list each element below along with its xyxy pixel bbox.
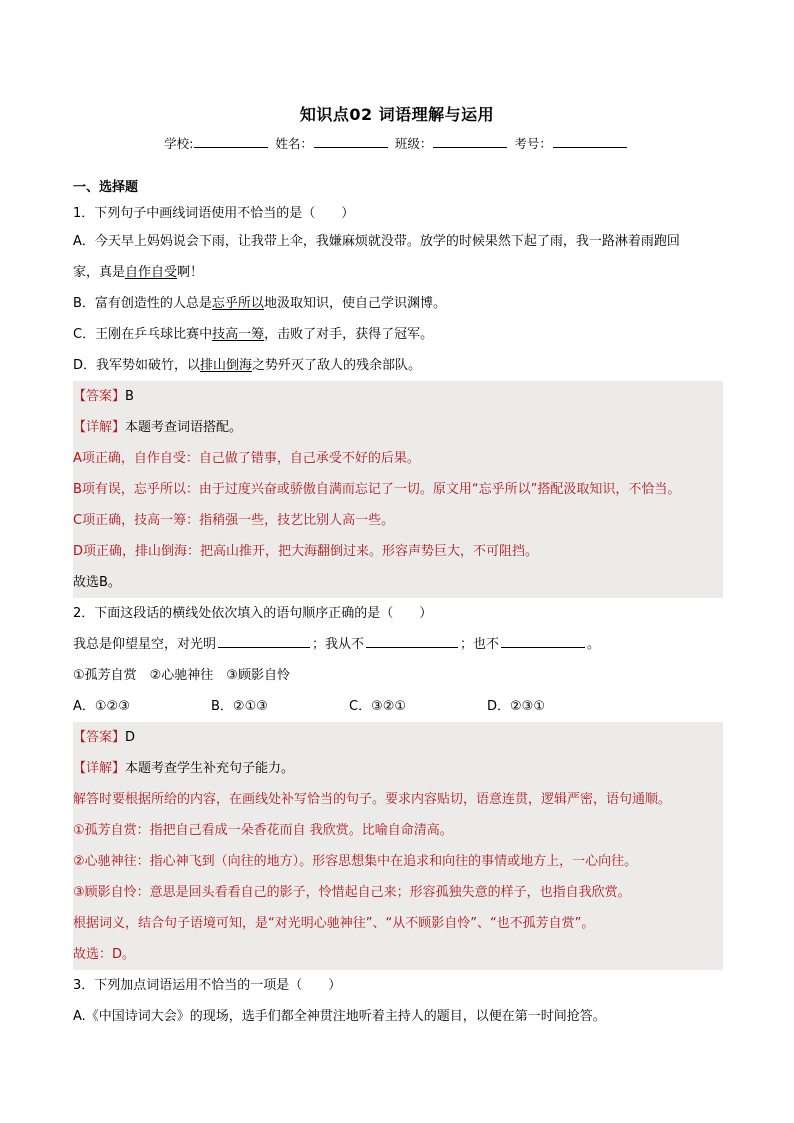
q3-stem: 3．下列加点词语运用不恰当的一项是（ ） xyxy=(73,978,342,993)
class-field[interactable] xyxy=(433,134,507,148)
q1-detail xyxy=(73,412,723,443)
fill-blank[interactable] xyxy=(501,634,585,648)
q2-detail xyxy=(73,753,723,784)
q1-stem: 1．下列句子中画线词语使用不恰当的是（ ） xyxy=(73,206,355,221)
number-label: 考号： xyxy=(514,136,552,151)
document-body xyxy=(73,174,723,1032)
q1-explanation-c: C项正确，技高一筹：指稍强一些，技艺比别人高一些。 xyxy=(73,513,395,528)
text-span: ；我从不 xyxy=(312,637,365,652)
text-span: B．富有创造性的人总是 xyxy=(73,296,212,311)
q1-option-a-cont xyxy=(73,257,723,288)
name-label: 姓名： xyxy=(275,136,313,151)
q2-stem: 2．下面这段话的横线处依次填入的语句顺序正确的是（ ） xyxy=(73,606,433,621)
q2-conclusion: 故选：D。 xyxy=(73,947,136,962)
q1-explanation-d: D项正确，排山倒海：把高山推开，把大海翻倒过来。形容声势巨大，不可阻挡。 xyxy=(73,544,539,559)
detail-text: 本题考查学生补充句子能力。 xyxy=(125,761,295,776)
q2-explanation-3: ③顾影自怜：意思是回头看看自己的影子，怜惜起自己来；形容孤独失意的样子，也指自我欣赏。 xyxy=(73,885,631,900)
q2-option-b[interactable]: B．②①③ xyxy=(211,699,268,714)
q1-conclusion: 故选B。 xyxy=(73,575,121,590)
text-span: 家，真是 xyxy=(73,265,126,280)
answer-tag: 【答案】 xyxy=(73,730,126,745)
underlined-term: 排山倒海 xyxy=(200,358,253,373)
q2-explanation-2: ②心驰神往：指心神飞到（向往的地方）。形容思想集中在追求和向往的事情或地方上，一心向往。 xyxy=(73,854,638,869)
text-span: 地汲取知识，使自己学识渊博。 xyxy=(263,296,446,311)
underlined-term: 忘乎所以 xyxy=(211,296,264,311)
q1-answer xyxy=(73,381,723,412)
text-span: 。 xyxy=(587,637,601,652)
fill-blank[interactable] xyxy=(366,634,458,648)
q2-items: ①孤芳自赏 ②心驰神往 ③顾影自怜 xyxy=(73,668,290,683)
q2-answer-block xyxy=(73,722,723,970)
text-span: C．王刚在乒乓球比赛中 xyxy=(73,327,213,342)
q2-passage xyxy=(73,629,723,660)
page-title: 知识点02 词语理解与运用 xyxy=(299,105,495,124)
name-field[interactable] xyxy=(314,134,388,148)
underlined-term: 自作自受 xyxy=(125,265,178,280)
q1-option-a: A．今天早上妈妈说会下雨，让我带上伞，我嫌麻烦就没带。放学的时候果然下起了雨，我一路淋着雨跑回 xyxy=(73,234,680,249)
q3-option-a: A.《中国诗词大会》的现场，选手们都全神贯注地听着主持人的题目，以便在第一时间抢答。 xyxy=(73,1009,606,1024)
q1-explanation-b: B项有误，忘乎所以：由于过度兴奋或骄傲自满而忘记了一切。原文用“忘乎所以”搭配汲取知识，不恰当。 xyxy=(73,482,681,497)
school-label: 学校: xyxy=(164,136,194,151)
class-label: 班级： xyxy=(394,136,433,151)
text-span: 之势歼灭了敌人的残余部队。 xyxy=(252,358,422,373)
detail-text: 本题考查词语搭配。 xyxy=(125,420,243,435)
q1-answer-block xyxy=(73,381,723,598)
q2-option-a[interactable]: A．①②③ xyxy=(73,699,130,714)
school-field[interactable] xyxy=(194,134,268,148)
q2-explanation-1: ①孤芳自赏：指把自己看成一朵香花而自 我欣赏。比喻自命清高。 xyxy=(73,823,453,838)
fill-blank[interactable] xyxy=(218,634,310,648)
answer-tag: 【答案】 xyxy=(73,389,126,404)
q2-options xyxy=(73,691,723,722)
answer-value: D xyxy=(125,730,136,745)
text-span: ，击败了对手，获得了冠军。 xyxy=(264,327,434,342)
q2-answer xyxy=(73,722,723,753)
q2-option-c[interactable]: C．③②① xyxy=(349,699,407,714)
detail-tag: 【详解】 xyxy=(73,761,126,776)
detail-tag: 【详解】 xyxy=(73,420,126,435)
q1-option-d xyxy=(73,350,723,381)
q2-explanation-method: 解答时要根据所给的内容，在画线处补写恰当的句子。要求内容贴切，语意连贯，逻辑严密，语句通顺。 xyxy=(73,792,672,807)
section-heading: 一、选择题 xyxy=(73,180,139,195)
text-span: D．我军势如破竹，以 xyxy=(73,358,201,373)
text-span: 啊！ xyxy=(177,265,204,280)
q1-explanation-a: A项正确，自作自受：自己做了错事，自己承受不好的后果。 xyxy=(73,451,420,466)
q2-explanation-summary: 根据词义，结合句子语境可知，是“对光明心驰神往”、“从不顾影自怜”、“也不孤芳自赏”。 xyxy=(73,916,595,931)
text-span: ；也不 xyxy=(460,637,500,652)
q1-option-c xyxy=(73,319,723,350)
text-span: 我总是仰望星空，对光明 xyxy=(73,637,217,652)
answer-value: B xyxy=(125,389,134,404)
number-field[interactable] xyxy=(553,134,627,148)
student-info-line xyxy=(0,134,794,152)
q2-option-d[interactable]: D．②③① xyxy=(487,699,545,714)
underlined-term: 技高一筹 xyxy=(212,327,265,342)
q1-option-b xyxy=(73,288,723,319)
